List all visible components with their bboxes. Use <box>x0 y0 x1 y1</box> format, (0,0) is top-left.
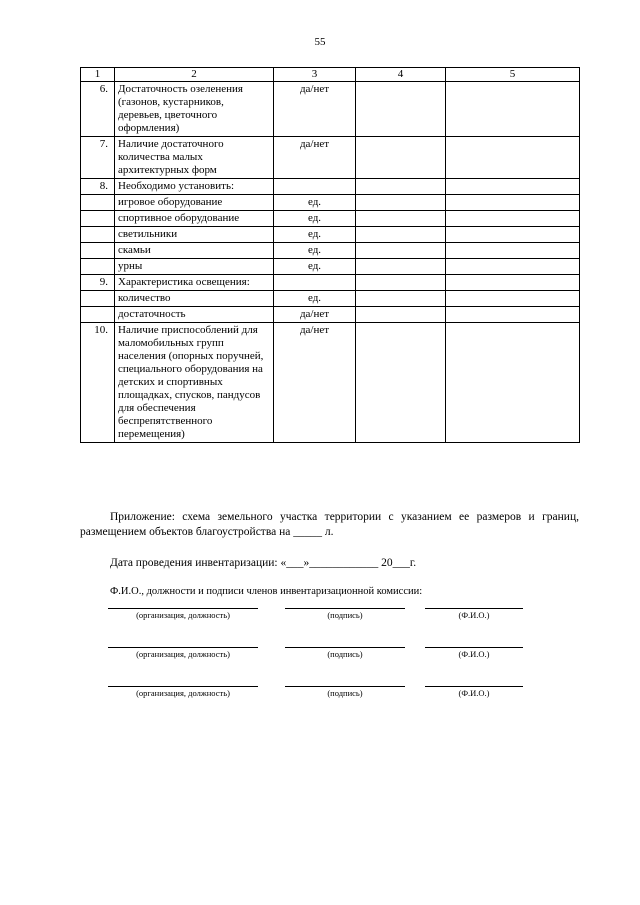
row-number <box>81 307 115 323</box>
row-unit: да/нет <box>274 323 356 443</box>
row-cell-4 <box>356 259 446 275</box>
name-caption: (Ф.И.О.) <box>458 649 490 659</box>
position-caption: (организация, должность) <box>136 649 230 659</box>
row-unit: ед. <box>274 211 356 227</box>
row-cell-5 <box>446 211 580 227</box>
signature-line <box>108 647 258 648</box>
row-cell-4 <box>356 275 446 291</box>
row-unit: ед. <box>274 195 356 211</box>
position-caption: (организация, должность) <box>136 610 230 620</box>
row-cell-5 <box>446 243 580 259</box>
signature-row <box>108 686 528 708</box>
table-row <box>81 82 580 137</box>
row-indicator: Характеристика освещения: <box>115 275 274 291</box>
signature-line <box>285 608 405 609</box>
signature-caption: (подпись) <box>327 610 363 620</box>
inventory-table <box>80 67 580 443</box>
signature-line <box>425 686 523 687</box>
commission-heading: Ф.И.О., должности и подписи членов инвентаризационной комиссии: <box>110 586 423 597</box>
column-header: 4 <box>356 68 446 82</box>
row-cell-5 <box>446 195 580 211</box>
row-cell-4 <box>356 243 446 259</box>
signature-caption: (подпись) <box>327 649 363 659</box>
row-indicator: Наличие приспособлений для маломобильных групп населения (опорных поручней, специального оборудования на детских и спортивных площадках, спусков, пандусов для обеспечения беспрепятственного перемещения) <box>115 323 274 443</box>
row-number: 6. <box>81 82 115 137</box>
row-cell-5 <box>446 82 580 137</box>
row-indicator: скамьи <box>115 243 274 259</box>
row-cell-5 <box>446 307 580 323</box>
row-indicator: спортивное оборудование <box>115 211 274 227</box>
row-unit: да/нет <box>274 307 356 323</box>
signature-line <box>285 686 405 687</box>
table-row <box>81 137 580 179</box>
row-indicator: игровое оборудование <box>115 195 274 211</box>
row-cell-4 <box>356 195 446 211</box>
signature-row <box>108 647 528 669</box>
row-number <box>81 291 115 307</box>
row-number <box>81 243 115 259</box>
signature-line <box>108 686 258 687</box>
row-cell-5 <box>446 291 580 307</box>
row-indicator: Достаточность озеленения (газонов, кустарников, деревьев, цветочного оформления) <box>115 82 274 137</box>
row-cell-4 <box>356 179 446 195</box>
column-header: 2 <box>115 68 274 82</box>
row-number <box>81 227 115 243</box>
row-cell-4 <box>356 82 446 137</box>
inventory-date: Дата проведения инвентаризации: «___»____________ 20___г. <box>110 557 417 569</box>
column-header: 1 <box>81 68 115 82</box>
row-number: 10. <box>81 323 115 443</box>
row-cell-4 <box>356 211 446 227</box>
column-header: 5 <box>446 68 580 82</box>
table-row <box>81 323 580 443</box>
row-cell-4 <box>356 227 446 243</box>
row-cell-5 <box>446 137 580 179</box>
row-unit <box>274 179 356 195</box>
signature-line <box>285 647 405 648</box>
row-unit: ед. <box>274 243 356 259</box>
row-number: 9. <box>81 275 115 291</box>
position-caption: (организация, должность) <box>136 688 230 698</box>
row-cell-4 <box>356 323 446 443</box>
table-row <box>81 307 580 323</box>
table-row <box>81 227 580 243</box>
row-number: 8. <box>81 179 115 195</box>
appendix-note: Приложение: схема земельного участка территории с указанием ее размеров и границ, размещением объектов благоустройства на _____ л. <box>80 511 579 538</box>
name-caption: (Ф.И.О.) <box>458 688 490 698</box>
row-indicator: урны <box>115 259 274 275</box>
row-indicator: Необходимо установить: <box>115 179 274 195</box>
table-row <box>81 243 580 259</box>
row-cell-5 <box>446 323 580 443</box>
row-cell-5 <box>446 227 580 243</box>
signature-line <box>108 608 258 609</box>
row-number <box>81 211 115 227</box>
signature-caption: (подпись) <box>327 688 363 698</box>
name-caption: (Ф.И.О.) <box>458 610 490 620</box>
signature-line <box>425 608 523 609</box>
row-cell-5 <box>446 259 580 275</box>
table-row <box>81 275 580 291</box>
row-indicator: Наличие достаточного количества малых архитектурных форм <box>115 137 274 179</box>
row-cell-4 <box>356 307 446 323</box>
row-indicator: достаточность <box>115 307 274 323</box>
row-number <box>81 195 115 211</box>
table-row <box>81 259 580 275</box>
table-row <box>81 291 580 307</box>
row-unit: да/нет <box>274 82 356 137</box>
table-row <box>81 211 580 227</box>
signature-line <box>425 647 523 648</box>
row-indicator: светильники <box>115 227 274 243</box>
table-row <box>81 179 580 195</box>
row-cell-4 <box>356 137 446 179</box>
table-header-row <box>81 68 580 82</box>
row-cell-4 <box>356 291 446 307</box>
row-unit: ед. <box>274 259 356 275</box>
table-row <box>81 195 580 211</box>
signature-row <box>108 608 528 630</box>
column-header: 3 <box>274 68 356 82</box>
row-unit <box>274 275 356 291</box>
row-unit: ед. <box>274 227 356 243</box>
row-unit: ед. <box>274 291 356 307</box>
row-cell-5 <box>446 179 580 195</box>
row-number: 7. <box>81 137 115 179</box>
row-unit: да/нет <box>274 137 356 179</box>
row-indicator: количество <box>115 291 274 307</box>
row-number <box>81 259 115 275</box>
row-cell-5 <box>446 275 580 291</box>
page-number: 55 <box>314 36 326 48</box>
